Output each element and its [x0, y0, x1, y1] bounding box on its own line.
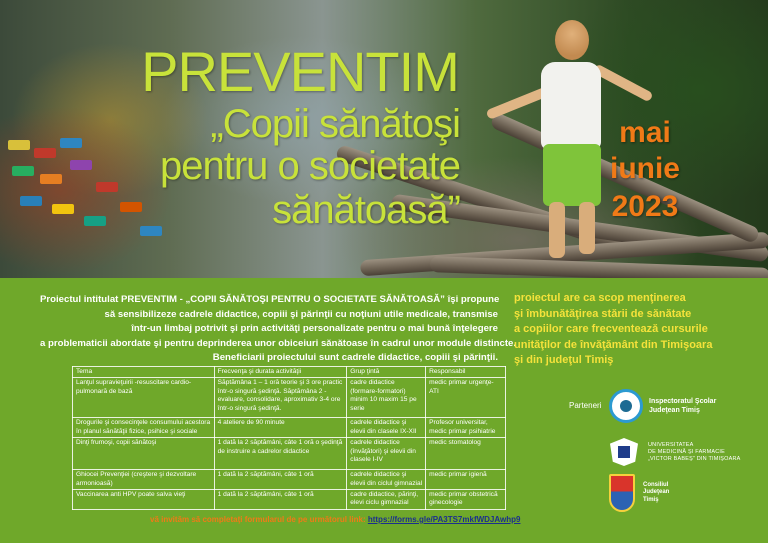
signup-form-link[interactable]: https://forms.gle/PA3TS7mkfWDJAwhp9	[367, 515, 521, 524]
signup-line	[150, 515, 530, 524]
description-line: a problematicii abordate şi pentru deprinderea unor obiceiuri sănătoase în cadrul unor module distincte.	[40, 337, 517, 349]
partner-name-line: Judeţean Timiş	[649, 407, 700, 414]
description-line: într-un limbaj potrivit şi prin activităţi personalizate pentru o mai bună înţelegere	[131, 323, 498, 334]
title-preventim: PREVENTIM	[141, 40, 459, 103]
table-cell: cadre didactice (formare-formatori) minim 10 maxim 15 pe serie	[347, 378, 426, 418]
table-row	[73, 418, 506, 438]
table-cell: medic primar obstetrică ginecologie	[426, 490, 506, 510]
table-cell: Ghiocei Prevenţiei (creştere şi dezvoltare armonioasă)	[73, 470, 215, 490]
table-cell: cadre didactice, părinţi, elevi ciclu gimnazial	[347, 490, 426, 510]
partner-name-line: Timiş	[643, 496, 659, 503]
signup-prefix: vă invităm să completaţi formularul de pe următorul link:	[150, 515, 366, 524]
aim-line: şi îmbunătăţirea stării de sănătate	[514, 307, 692, 320]
date-year: 2023	[611, 190, 679, 223]
header-topic: Tema	[73, 367, 215, 378]
partner-name-line: DE MEDICINĂ ŞI FARMACIE	[648, 448, 726, 455]
table-cell: Săptămâna 1 – 1 oră teorie şi 3 ore practic într-o singură şedinţă. Săptămâna 2 - evaluare, consolidare, aproximativ 3-4 ore într-o singură şedinţă.	[214, 378, 347, 418]
table-cell: 4 ateliere de 90 minute	[214, 418, 347, 438]
partner-umf-timisoara	[610, 438, 741, 466]
aim-line: a copiilor care frecventează cursurile	[514, 323, 708, 335]
aim-line: unităţilor de învăţământ din Timişoara	[514, 338, 713, 351]
umf-crest-icon	[610, 438, 638, 466]
table-cell: Profesor universitar, medic primar psihiatrie	[426, 418, 506, 438]
title-line-2: „Copii sănătoşi	[210, 102, 460, 146]
title-line-4: sănătoasă”	[272, 188, 460, 232]
table-cell: Dinţi frumoşi, copii sănătoşi	[73, 438, 215, 470]
table-cell: Lanţul supravieţuirii -resuscitare cardio-pulmonară de bază	[73, 378, 215, 418]
partner-name-line: Consiliul	[643, 481, 669, 488]
aim-line: proiectul are ca scop menţinerea	[514, 292, 686, 304]
description-line: Beneficiarii proiectului sunt cadrele didactice, copiii şi părinţii.	[212, 352, 498, 363]
partner-cj-timis	[609, 474, 669, 512]
coat-of-arms-icon	[609, 474, 635, 512]
partners-label: Parteneri	[569, 401, 602, 410]
partner-name-line: „VICTOR BABEŞ” DIN TIMIŞOARA	[648, 455, 741, 462]
date-month-june: iunie	[609, 152, 680, 185]
description-line: să sensibilizeze cadrele didactice, copiii şi părinţii cu noţiuni utile medicale, transmise	[104, 308, 498, 320]
project-description	[40, 293, 517, 366]
partner-name-line: Judeţean	[643, 489, 670, 496]
table-row	[73, 438, 506, 470]
table-row	[73, 490, 506, 510]
table-row	[73, 378, 506, 418]
partner-name-line: Inspectoratul Şcolar	[649, 398, 717, 405]
project-aim	[514, 291, 754, 369]
aim-line: şi din judeţul Timiş	[514, 354, 614, 366]
table-cell: cadrele didactice şi elevii din ciclul gimnazial	[347, 470, 426, 490]
table-cell: Vaccinarea anti HPV poate salva vieţi	[73, 490, 215, 510]
table-cell: 1 dată la 2 săptămâni, câte 1 oră	[214, 470, 347, 490]
table-cell: cadrele didactice şi elevii din clasele IX-XII	[347, 418, 426, 438]
partner-isj-timis	[609, 389, 716, 423]
title-line-3: pentru o societate	[160, 144, 460, 188]
table-cell: medic stomatolog	[426, 438, 506, 470]
header-target-group: Grup ţintă	[347, 367, 426, 378]
table-cell: Drogurile şi consecinţele consumului acestora în planul sănătăţii fizice, psihice şi sociale	[73, 418, 215, 438]
table-cell: medic primar urgenţe-ATI	[426, 378, 506, 418]
header-frequency: Frecvenţa şi durata activităţii	[214, 367, 347, 378]
header-responsible: Responsabil	[426, 367, 506, 378]
isj-logo-icon	[609, 389, 643, 423]
table-cell: 1 dată la 2 săptămâni, câte 1 oră o şedinţă de instruire a cadrelor didactice	[214, 438, 347, 470]
table-cell: medic primar igienă	[426, 470, 506, 490]
table-cell: cadrele didactice (învăţători) şi elevii din clasele I-IV	[347, 438, 426, 470]
description-line: Proiectul intitulat PREVENTIM - „COPII SĂNĂTOŞI PENTRU O SOCIETATE SĂNĂTOASĂ” îşi propune	[40, 294, 500, 305]
table-row	[73, 470, 506, 490]
table-cell: 1 dată la 2 săptămâni, câte 1 oră	[214, 490, 347, 510]
partner-name-line: UNIVERSITATEA	[648, 441, 694, 448]
table-header-row	[73, 367, 506, 378]
date-month-may: mai	[619, 116, 671, 149]
activities-table	[72, 366, 506, 510]
